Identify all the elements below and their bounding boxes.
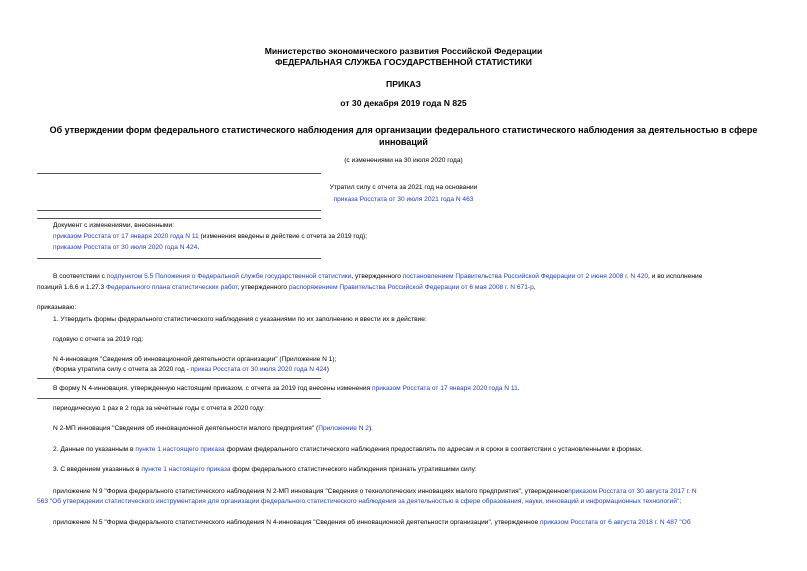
doc-title-line2: инноваций (379, 137, 428, 147)
item-2-link[interactable]: пункте 1 настоящего приказа (135, 446, 225, 453)
changes-item-1-link[interactable]: приказом Росстата от 17 января 2020 года N 11 (53, 233, 199, 240)
periodic-label: периодическую 1 раз в 2 года за нечетные годы с отчета в 2020 году: (53, 405, 265, 412)
form-4-change-link[interactable]: приказом Росстата от 17 января 2020 года N 11 (372, 385, 518, 392)
doc-date-number: от 30 декабря 2019 года N 825 (340, 98, 467, 108)
doc-title-line1: Об утверждении форм федерального статистического наблюдения для организации федерального статистического наблюдения за деятельностью в сфере (49, 125, 758, 135)
expiry-text: Утратил силу с отчета за 2021 год на основании (329, 184, 478, 191)
separator-4 (37, 258, 321, 259)
item-2-text-a: 2. Данные по указанным в (53, 446, 136, 453)
form-4-lost-text-b: ) (326, 366, 329, 373)
item-3 (53, 466, 477, 473)
form-4-lost-link[interactable]: приказ Росстата от 30 июля 2020 года N 424 (190, 366, 327, 373)
changes-item-2-rest: . (197, 244, 200, 251)
separator-5 (37, 378, 321, 379)
changes-intro: Документ с изменениями, внесенными: (53, 222, 175, 229)
service-name: ФЕДЕРАЛЬНАЯ СЛУЖБА ГОСУДАРСТВЕННОЙ СТАТИСТИКИ (275, 57, 532, 67)
item-3-text-a: 3. С введением указанных в (53, 466, 142, 473)
app-9-line-2 (37, 498, 681, 505)
para-1-text-e: , утвержденного (237, 284, 289, 291)
app-5-text-a: приложение N 5 "Форма федерального статистического наблюдения N 4-инновация "Сведения об инновационной деятельности организации", утвержденное (53, 519, 540, 526)
form-4-lost-text-a: (Форма утратила силу с отчета за 2020 год - (53, 366, 191, 373)
amended-note: (с изменениями на 30 июля 2020 года) (344, 157, 463, 164)
separator-2 (37, 210, 321, 211)
app-9-text-b: ; (679, 498, 682, 505)
changes-item-2-link[interactable]: приказом Росстата от 30 июля 2020 года N 424 (53, 244, 198, 251)
ministry-name: Министерство экономического развития Российской Федерации (264, 46, 543, 56)
changes-item-1 (53, 233, 367, 240)
para-1-link-1[interactable]: подпунктом 5.5 Положения о Федеральной службе государственной статистики (106, 273, 352, 280)
order-word: приказываю: (37, 304, 77, 311)
expiry-link-wrap (0, 196, 807, 203)
app-9-link-2[interactable]: 563 "Об утверждении статистического инструментария для организации федерального статистического наблюдения за деятельностью в сфере образования, науки, инноваций и информационных технологий" (37, 498, 680, 505)
yearly-label: годовую с отчета за 2019 год: (53, 336, 144, 343)
form-2mp-text-b: ). (368, 425, 374, 432)
para-1-line-2 (37, 284, 536, 291)
form-2mp-line (53, 425, 373, 432)
para-1-text-a: В соответствии с (53, 273, 107, 280)
para-1-text-f: , (533, 284, 536, 291)
changes-item-1-rest: (изменения введены в действие с отчета за 2019 год); (198, 233, 368, 240)
item-3-link[interactable]: пункте 1 настоящего приказа (141, 466, 231, 473)
para-1-text-d: позиций 1.6.6 и 1.27.3 (37, 284, 107, 291)
para-1-text-b: , утвержденного (351, 273, 403, 280)
expiry-link[interactable]: приказа Росстата от 30 июля 2021 года N 463 (333, 196, 474, 203)
separator-6 (37, 398, 321, 399)
separator-top (37, 173, 321, 174)
form-4-lost (53, 366, 329, 373)
app-9-link[interactable]: приказом Росстата от 30 августа 2017 г. N (568, 488, 697, 495)
app-9-line-1 (53, 488, 697, 495)
item-1: 1. Утвердить формы федерального статистического наблюдения с указаниями по их заполнению и ввести их в действие: (53, 316, 427, 323)
changes-item-2 (53, 244, 199, 251)
form-4-change-text-a: В форму N 4-инновация, утвержденную настоящим приказом, с отчета за 2019 год внесены изменения (53, 385, 373, 392)
para-1-link-2[interactable]: постановлением Правительства Российской Федерации от 2 июня 2008 г. N 420 (402, 273, 649, 280)
doc-type: ПРИКАЗ (386, 79, 421, 89)
app-9-text-a: приложение N 9 "Форма федерального статистического наблюдения N 2-МП инновация "Сведения о технологических инновациях малого предприятия", утвержденное (53, 488, 569, 495)
form-4-change (53, 385, 520, 392)
para-1-text-c: , и во исполнение (648, 273, 703, 280)
form-2mp-text-a: N 2-МП инновация "Сведения об инновационной деятельности малого предприятия" ( (53, 425, 319, 432)
separator-3 (37, 218, 321, 219)
form-4-change-text-b: . (517, 385, 520, 392)
form-4-line: N 4-инновация "Сведения об инновационной деятельности организации" (Приложение N 1); (53, 356, 337, 363)
item-3-text-b: форм федерального статистического наблюдения признать утратившими силу: (230, 466, 477, 473)
item-2-text-b: формам федерального статистического наблюдения предоставлять по адресам и в сроки в соответствии с установленными в формах. (224, 446, 643, 453)
para-1-line-1 (53, 273, 702, 280)
app-5-link[interactable]: приказом Росстата от 6 августа 2018 г. N 487 "Об (539, 519, 691, 526)
app-5-line (53, 519, 691, 526)
para-1-link-3[interactable]: Федерального плана статистических работ (106, 284, 238, 291)
item-2 (53, 446, 643, 453)
form-2mp-link[interactable]: Приложение N 2 (318, 425, 369, 432)
para-1-link-4[interactable]: распоряжением Правительства Российской Федерации от 6 мая 2008 г. N 671-р (288, 284, 534, 291)
